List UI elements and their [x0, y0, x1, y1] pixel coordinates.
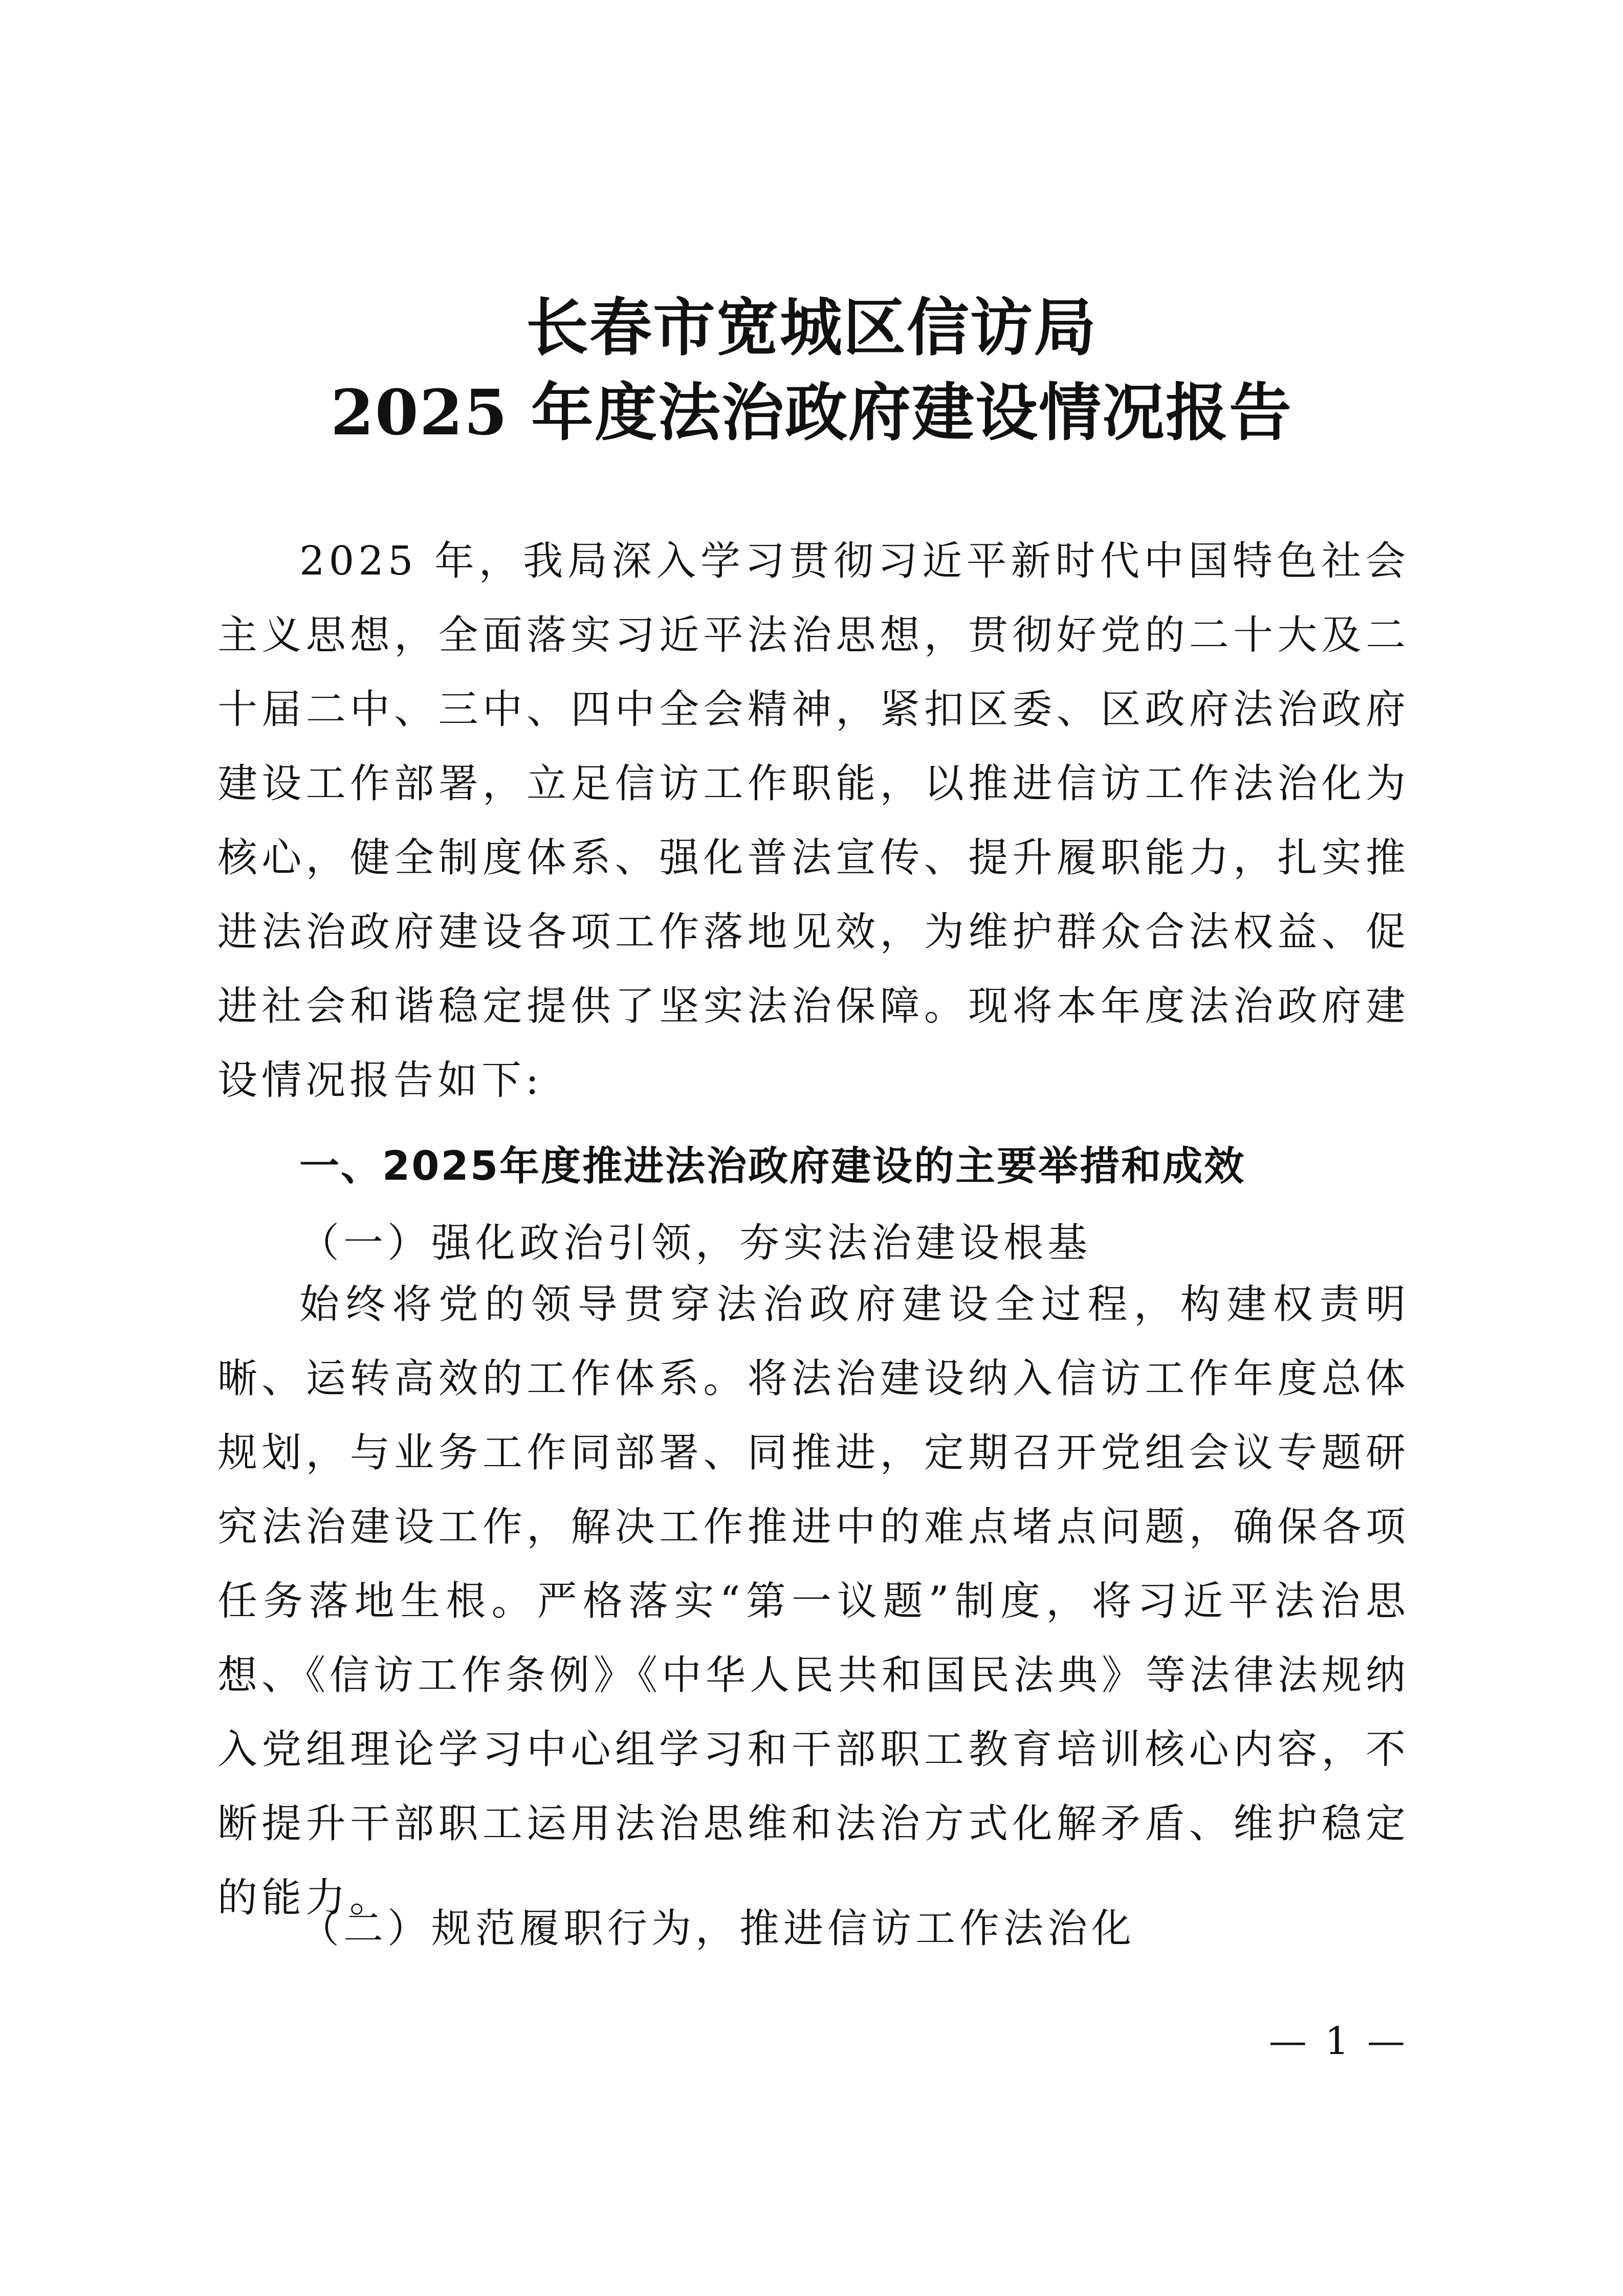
subsection-heading-2: （二）规范履职行为，推进信访工作法治化 [299, 1906, 1136, 1952]
subsection-1-paragraph: 始终将党的领导贯穿法治政府建设全过程，构建权责明晰、运转高效的工作体系。将法治建设纳入信访工作年度总体规划，与业务工作同部署、同推进，定期召开党组会议专题研究法治建设工作，解决工作推进中的难点堵点问题，确保各项任务落地生根。严格落实“第一议题”制度，将习近平法治思想、《信访工作条例》《中华人民共和国民法典》等法律法规纳入党组理论学习中心组学习和干部职工教育培训核心内容，不断提升干部职工运用法治思维和法治方式化解矛盾、维护稳定的能力。 [217, 1282, 1410, 1921]
page-number: — 1 — [1268, 2019, 1408, 2063]
subsection-heading-1: （一）强化政治引领，夯实法治建设根基 [299, 1220, 1092, 1266]
document-title-line2: 2025 年度法治政府建设情况报告 [330, 376, 1293, 449]
section-heading: 一、2025年度推进法治政府建设的主要举措和成效 [299, 1143, 1246, 1189]
document-title-line1: 长春市宽城区信访局 [526, 291, 1097, 364]
intro-paragraph: 2025 年，我局深入学习贯彻习近平新时代中国特色社会主义思想，全面落实习近平法治思想，贯彻好党的二十大及二十届二中、三中、四中全会精神，紧扣区委、区政府法治政府建设工作部署，立足信访工作职能，以推进信访工作法治化为核心，健全制度体系、强化普法宣传、提升履职能力，扎实推进法治政府建设各项工作落地见效，为维护群众合法权益、促进社会和谐稳定提供了坚实法治保障。现将本年度法治政府建设情况报告如下: [217, 538, 1410, 1103]
